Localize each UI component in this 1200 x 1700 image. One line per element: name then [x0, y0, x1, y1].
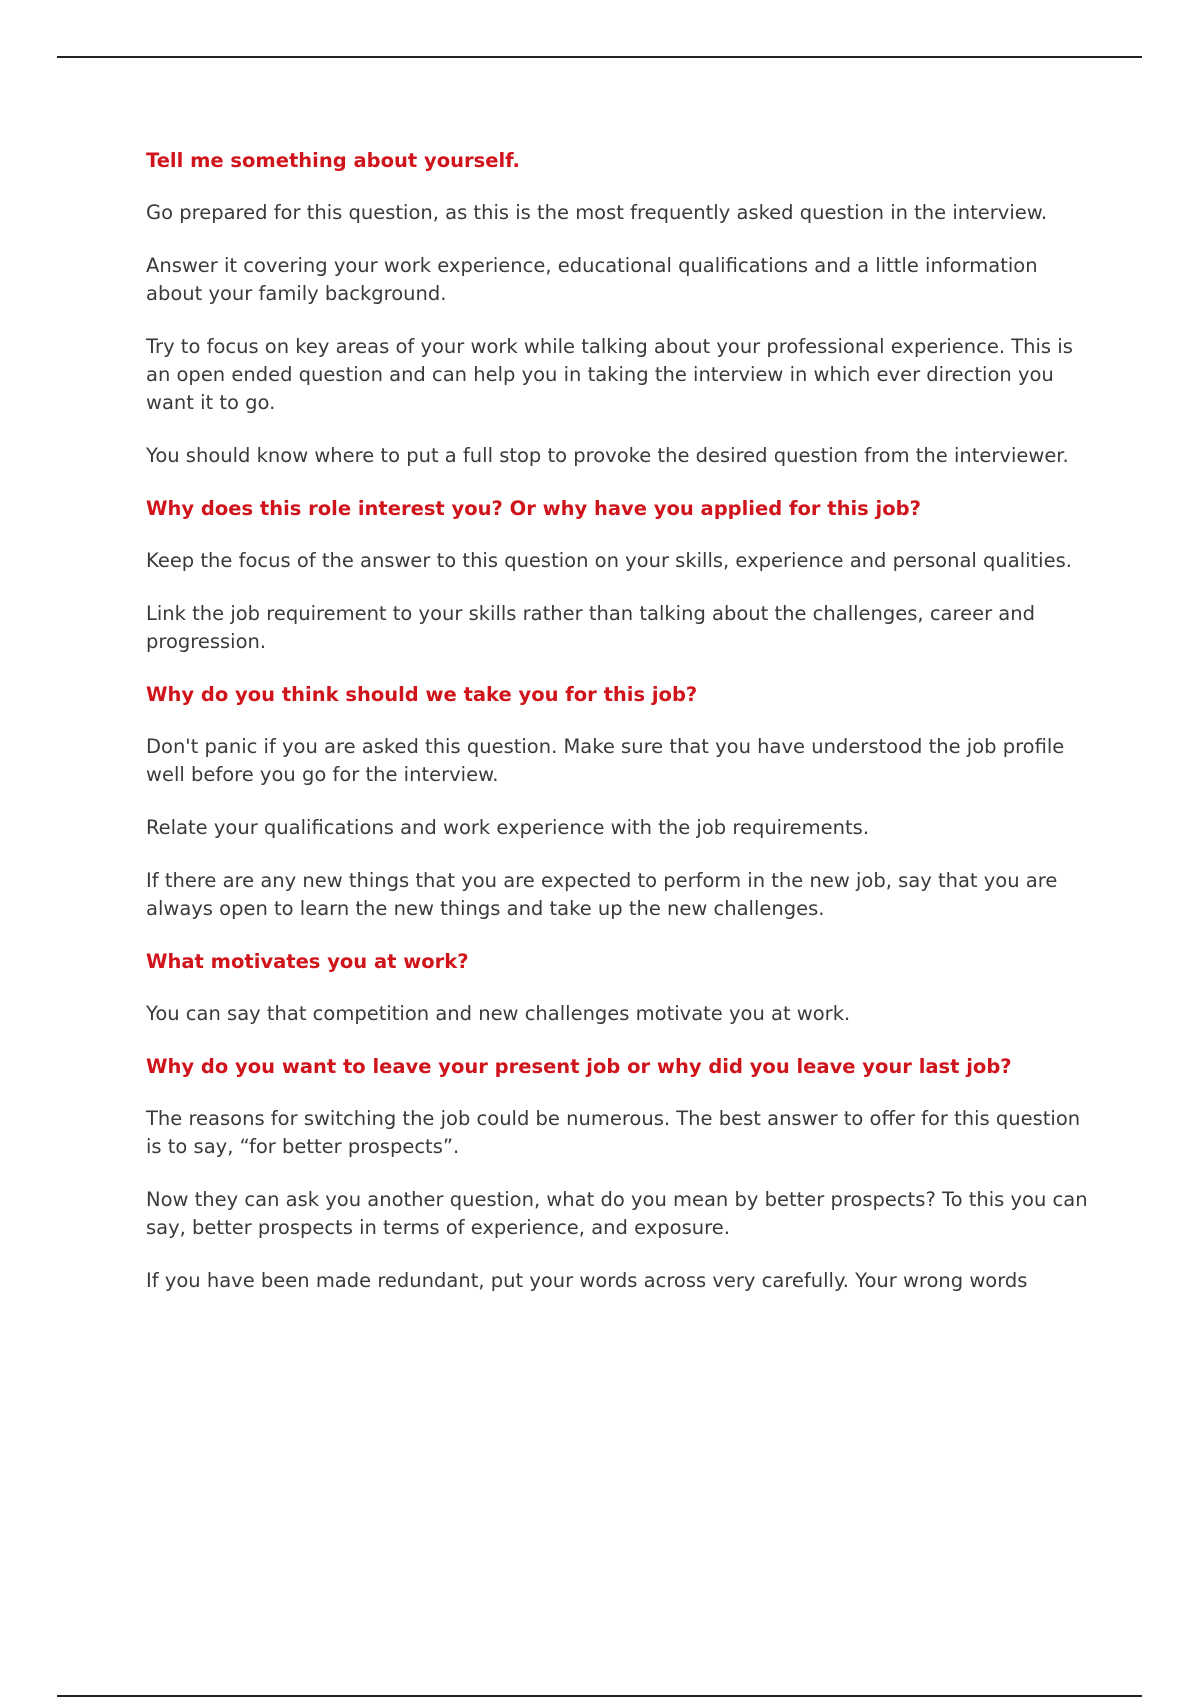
- answer-paragraph: Now they can ask you another question, what do you mean by better prospects? To this you can say, better prospects in terms of experience, and exposure.: [146, 1188, 1088, 1239]
- answer-paragraph: If there are any new things that you are expected to perform in the new job, say that you are always open to learn the new things and take up the new challenges.: [146, 869, 1058, 920]
- question-heading: What motivates you at work?: [146, 950, 469, 973]
- question-heading: Why does this role interest you? Or why have you applied for this job?: [146, 497, 921, 520]
- answer-paragraph: If you have been made redundant, put your words across very carefully. Your wrong words: [146, 1269, 1028, 1292]
- answer-paragraph: Try to focus on key areas of your work while talking about your professional experience. This is an open ended question and can help you in taking the interview in which ever direction you want it to go.: [146, 335, 1073, 414]
- answer-paragraph: Link the job requirement to your skills rather than talking about the challenges, career and progression.: [146, 602, 1035, 653]
- bottom-divider: [57, 1695, 1142, 1697]
- question-heading: Tell me something about yourself.: [146, 149, 520, 172]
- answer-paragraph: The reasons for switching the job could be numerous. The best answer to offer for this question is to say, “for better prospects”.: [146, 1107, 1081, 1158]
- answer-paragraph: Relate your qualifications and work experience with the job requirements.: [146, 816, 870, 839]
- answer-paragraph: Keep the focus of the answer to this question on your skills, experience and personal qualities.: [146, 549, 1072, 572]
- answer-paragraph: Don't panic if you are asked this question. Make sure that you have understood the job profile well before you go for the interview.: [146, 735, 1065, 786]
- top-divider: [57, 56, 1142, 58]
- document-content: [146, 147, 1096, 1320]
- section-tell-me-about-yourself: [146, 147, 1096, 470]
- question-heading: Why do you want to leave your present job or why did you leave your last job?: [146, 1055, 1012, 1078]
- answer-paragraph: You should know where to put a full stop to provoke the desired question from the interviewer.: [146, 444, 1069, 467]
- section-motivation: [146, 948, 1096, 1028]
- section-leaving-job: [146, 1053, 1096, 1295]
- section-why-take-you: [146, 681, 1096, 923]
- section-why-role-interests-you: [146, 495, 1096, 656]
- answer-paragraph: Go prepared for this question, as this is the most frequently asked question in the interview.: [146, 201, 1048, 224]
- answer-paragraph: Answer it covering your work experience, educational qualifications and a little information about your family background.: [146, 254, 1038, 305]
- question-heading: Why do you think should we take you for this job?: [146, 683, 698, 706]
- answer-paragraph: You can say that competition and new challenges motivate you at work.: [146, 1002, 851, 1025]
